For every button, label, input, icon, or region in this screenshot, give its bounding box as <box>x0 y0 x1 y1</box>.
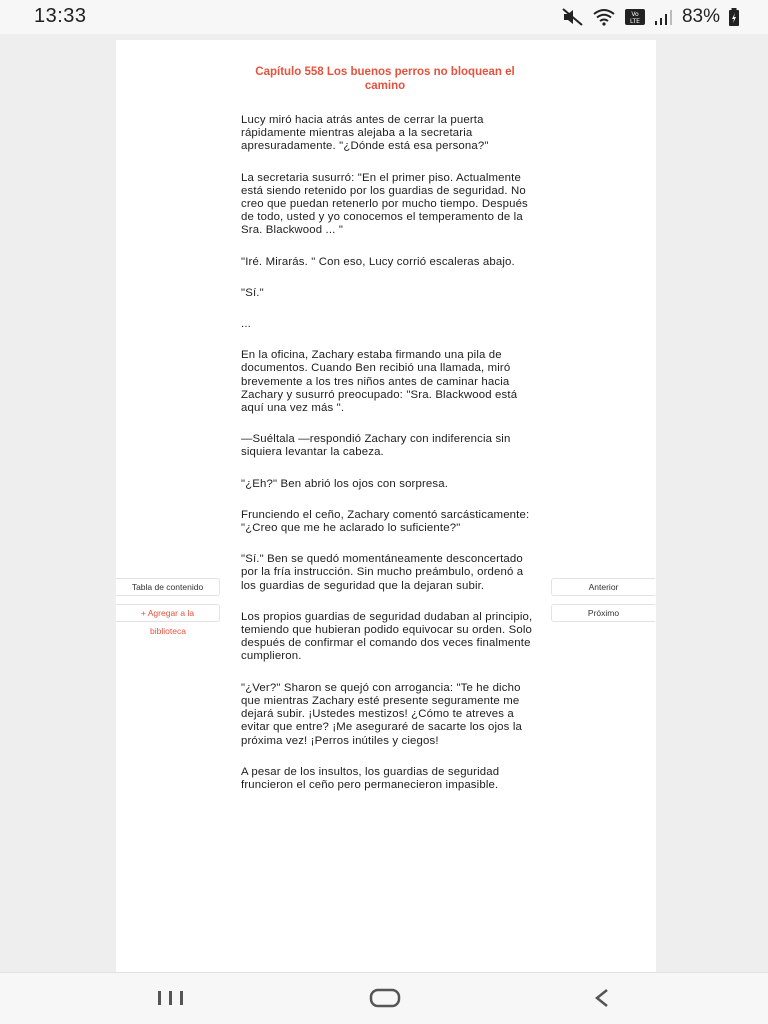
paragraph: "Sí." <box>241 286 264 299</box>
status-icons <box>562 5 740 29</box>
status-time: 13:33 <box>34 5 87 27</box>
system-nav-bar <box>0 972 768 1024</box>
paragraph: A pesar de los insultos, los guardias de seguridad fruncieron el ceño pero permanecieron impasible. <box>241 765 500 791</box>
paragraph: Lucy miró hacia atrás antes de cerrar la puerta rápidamente mientras alejaba a la secretaria apresuradamente. "¿Dónde está esa persona?" <box>241 114 489 153</box>
paragraph: "Iré. Mirarás. " Con eso, Lucy corrió escaleras abajo. <box>241 255 515 268</box>
add-to-library-label[interactable]: biblioteca <box>150 626 186 636</box>
svg-text:Vo: Vo <box>631 11 639 18</box>
home-icon[interactable] <box>368 987 402 1014</box>
paragraph: La secretaria susurró: "En el primer piso. Actualmente está siendo retenido por los guardias de seguridad. No creo que puedan retenerlo por mucho tiempo. Después de todo, usted y yo conocemos el temperamento de la Sra. Blackwood ... " <box>241 171 528 237</box>
back-icon[interactable] <box>590 987 614 1014</box>
status-bar <box>0 0 768 34</box>
volte-icon <box>624 8 646 26</box>
mute-icon <box>562 8 584 26</box>
paragraph: "¿Ver?" Sharon se quejó con arrogancia: "Te he dicho que mientras Zachary esté presente seguramente me dejará subir. ¡Ustedes mestizos! ¿Cómo te atreves a evitar que entre? ¡Me aseguraré de sacarte los ojos la próxima vez! ¡Perros inútiles y ciegos! <box>241 681 522 747</box>
paragraph: "¿Eh?" Ben abrió los ojos con sorpresa. <box>241 477 449 490</box>
paragraph: —Suéltala —respondió Zachary con indiferencia sin siquiera levantar la cabeza. <box>241 433 511 459</box>
add-to-library-button[interactable]: + Agregar a la <box>116 604 220 622</box>
paragraph: Frunciendo el ceño, Zachary comentó sarcásticamente: "¿Creo que me he aclarado lo suficiente?" <box>241 508 530 535</box>
battery-charging-icon <box>728 8 740 26</box>
previous-chapter-button[interactable]: Anterior <box>551 578 655 596</box>
battery-percent: 83% <box>681 6 720 27</box>
paragraph: "Sí." Ben se quedó momentáneamente desconcertado por la fría instrucción. Sin mucho preámbulo, ordenó a los guardias de seguridad que la dejaran subir. <box>241 553 524 592</box>
wifi-icon <box>592 8 616 26</box>
table-of-contents-button[interactable]: Tabla de contenido <box>116 578 220 596</box>
paragraph: ... <box>241 318 251 331</box>
next-chapter-button[interactable]: Próximo <box>551 604 655 622</box>
recent-apps-icon[interactable] <box>156 987 186 1014</box>
signal-icon <box>654 8 674 26</box>
paragraph: Los propios guardias de seguridad dudaban al principio, temiendo que hubieran podido equivocar su orden. Solo después de confirmar el comando dos veces finalmente cumplieron. <box>241 610 533 663</box>
svg-text:LTE: LTE <box>629 18 640 25</box>
chapter-title: Capítulo 558 Los buenos perros no bloquean el camino <box>255 66 515 92</box>
paragraph: En la oficina, Zachary estaba firmando una pila de documentos. Cuando Ben recibió una llamada, miró brevemente a los tres niños antes de caminar hacia Zachary y susurró preocupado: "Sra. Blackwood está aquí una vez más ". <box>241 349 518 415</box>
chapter-content <box>241 114 533 810</box>
